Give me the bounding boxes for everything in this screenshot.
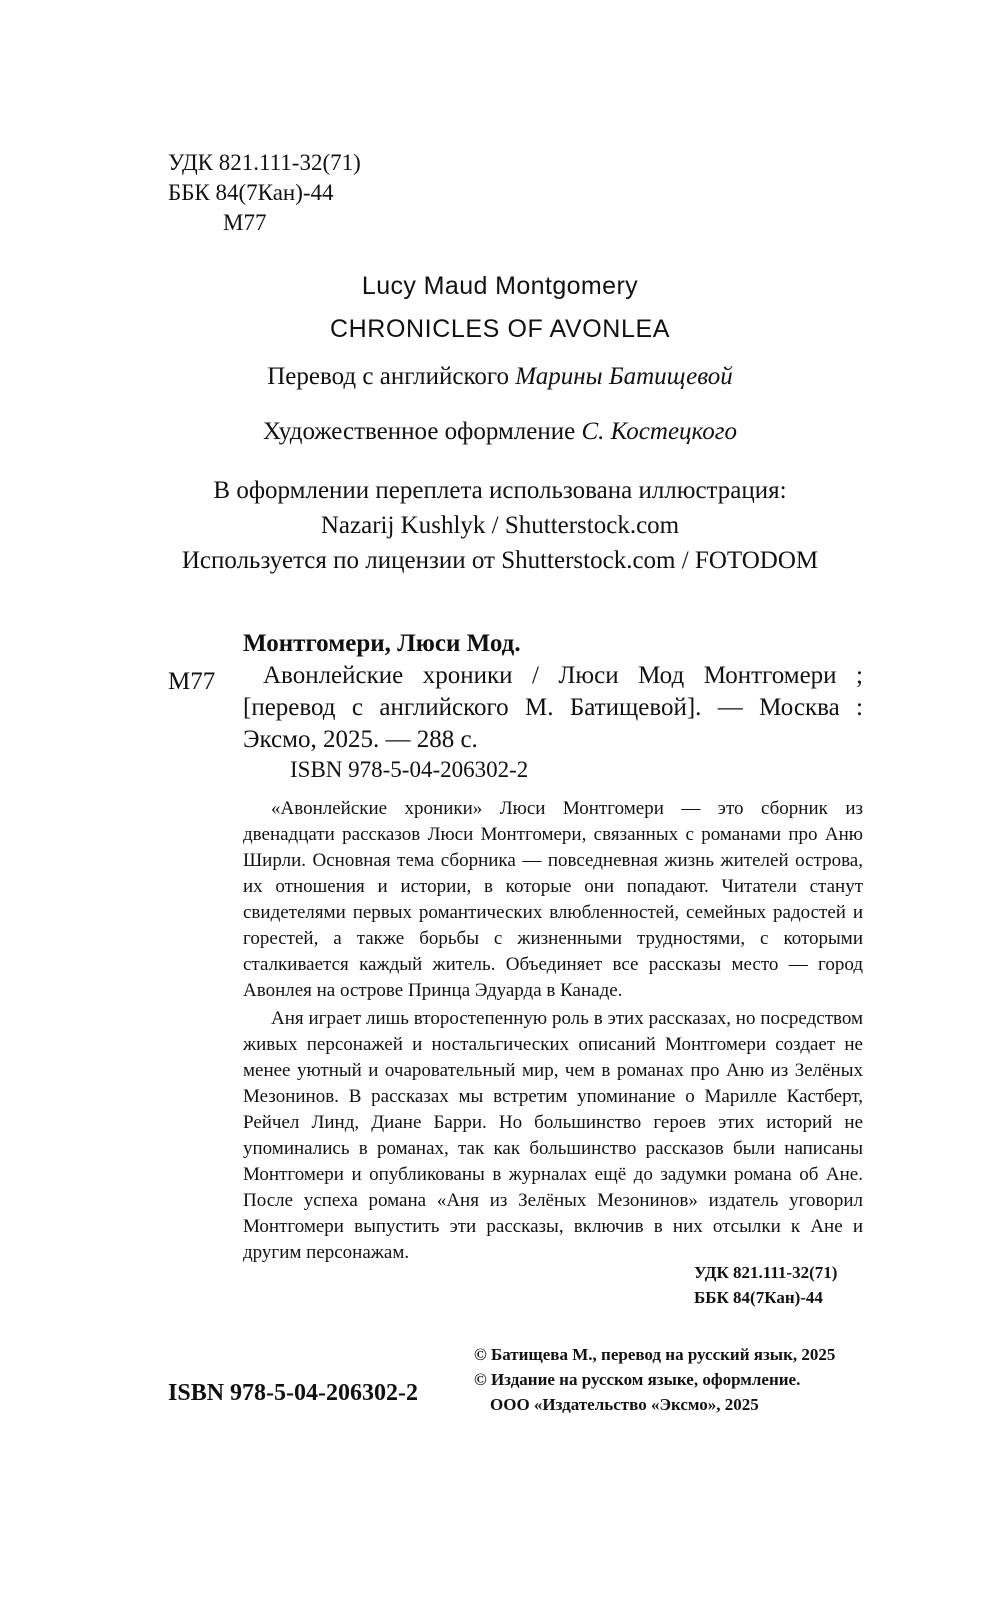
catalog-author-heading: Монтгомери, Люси Мод.	[243, 630, 521, 657]
copyright-translation: © Батищева М., перевод на русский язык, 2025	[474, 1345, 836, 1364]
annotation	[243, 796, 863, 1266]
translator-name: Марины Батищевой	[515, 363, 733, 390]
cover-line-2: Nazarij Kushlyk / Shutterstock.com	[320, 512, 680, 539]
copyright-block	[474, 1342, 835, 1417]
translation-label: Перевод с английского	[267, 363, 510, 390]
bbk-code: ББК 84(7Кан)-44	[168, 180, 334, 205]
catalog-isbn: ISBN 978-5-04-206302-2	[290, 757, 529, 782]
catalog-description	[243, 660, 863, 756]
cover-line-1: В оформлении переплета использована иллюстрация:	[213, 477, 787, 504]
catalog-description-text: Авонлейские хроники / Люси Мод Монтгомери ; [перевод с английского М. Батищевой]. — Москва : Эксмо, 2025. — 288 с.	[243, 662, 863, 753]
author-mark: М77	[223, 210, 267, 235]
designer-name: С. Костецкого	[581, 418, 738, 445]
copyright-edition: © Издание на русском языке, оформление.	[474, 1370, 801, 1389]
udk-code: УДК 821.111-32(71)	[168, 150, 361, 175]
catalog-author-mark: М77	[168, 668, 216, 695]
original-title: CHRONICLES OF AVONLEA	[330, 315, 670, 343]
footer-isbn: ISBN 978-5-04-206302-2	[168, 1380, 418, 1406]
design-credit	[0, 418, 1000, 446]
udk-code-bottom: УДК 821.111-32(71)	[694, 1263, 838, 1282]
copyright-publisher: ООО «Издательство «Эксмо», 2025	[490, 1395, 759, 1414]
bbk-code-bottom: ББК 84(7Кан)-44	[694, 1288, 823, 1307]
udk-bbk-block-bottom	[694, 1260, 837, 1310]
annotation-paragraph-1: «Авонлейские хроники» Люси Монтгомери — это сборник из двенадцати рассказов Люси Монтгомери, связанных с романами про Аню Ширли. Основная тема сборника — повседневная жизнь жителей острова, их отношения и истории, в которые они попадают. Читатели станут свидетелями первых романтических влюбленностей, семейных радостей и горестей, а также борьбы с жизненными трудностями, с которыми сталкивается каждый житель. Объединяет все рассказы место — город Авонлея на острове Принца Эдуарда в Канаде.	[243, 798, 863, 1001]
annotation-paragraph-2: Аня играет лишь второстепенную роль в этих рассказах, но посредством живых персонажей и ностальгических описаний Монтгомери создает не менее уютный и очаровательный мир, чем в романах про Аню из Зелёных Мезонинов. В рассказах мы встретим упоминание о Марилле Кастберт, Рейчел Линд, Диане Барри. Но большинство героев этих историй не упоминались в романах, так как большинство рассказов были написаны Монтгомери и опубликованы в журналах ещё до задумки романа об Ане. После успеха романа «Аня из Зелёных Мезонинов» издатель уговорил Монтгомери выпустить эти рассказы, включив в них отсылки к Ане и другим персонажам.	[243, 1008, 863, 1263]
cover-line-3: Используется по лицензии от Shutterstock.com / FOTODOM	[181, 547, 819, 574]
translation-credit	[0, 363, 1000, 391]
cover-credit	[0, 473, 1000, 578]
original-author: Lucy Maud Montgomery	[361, 272, 639, 300]
design-label: Художественное оформление	[262, 418, 576, 445]
udk-bbk-block-top	[168, 148, 361, 238]
